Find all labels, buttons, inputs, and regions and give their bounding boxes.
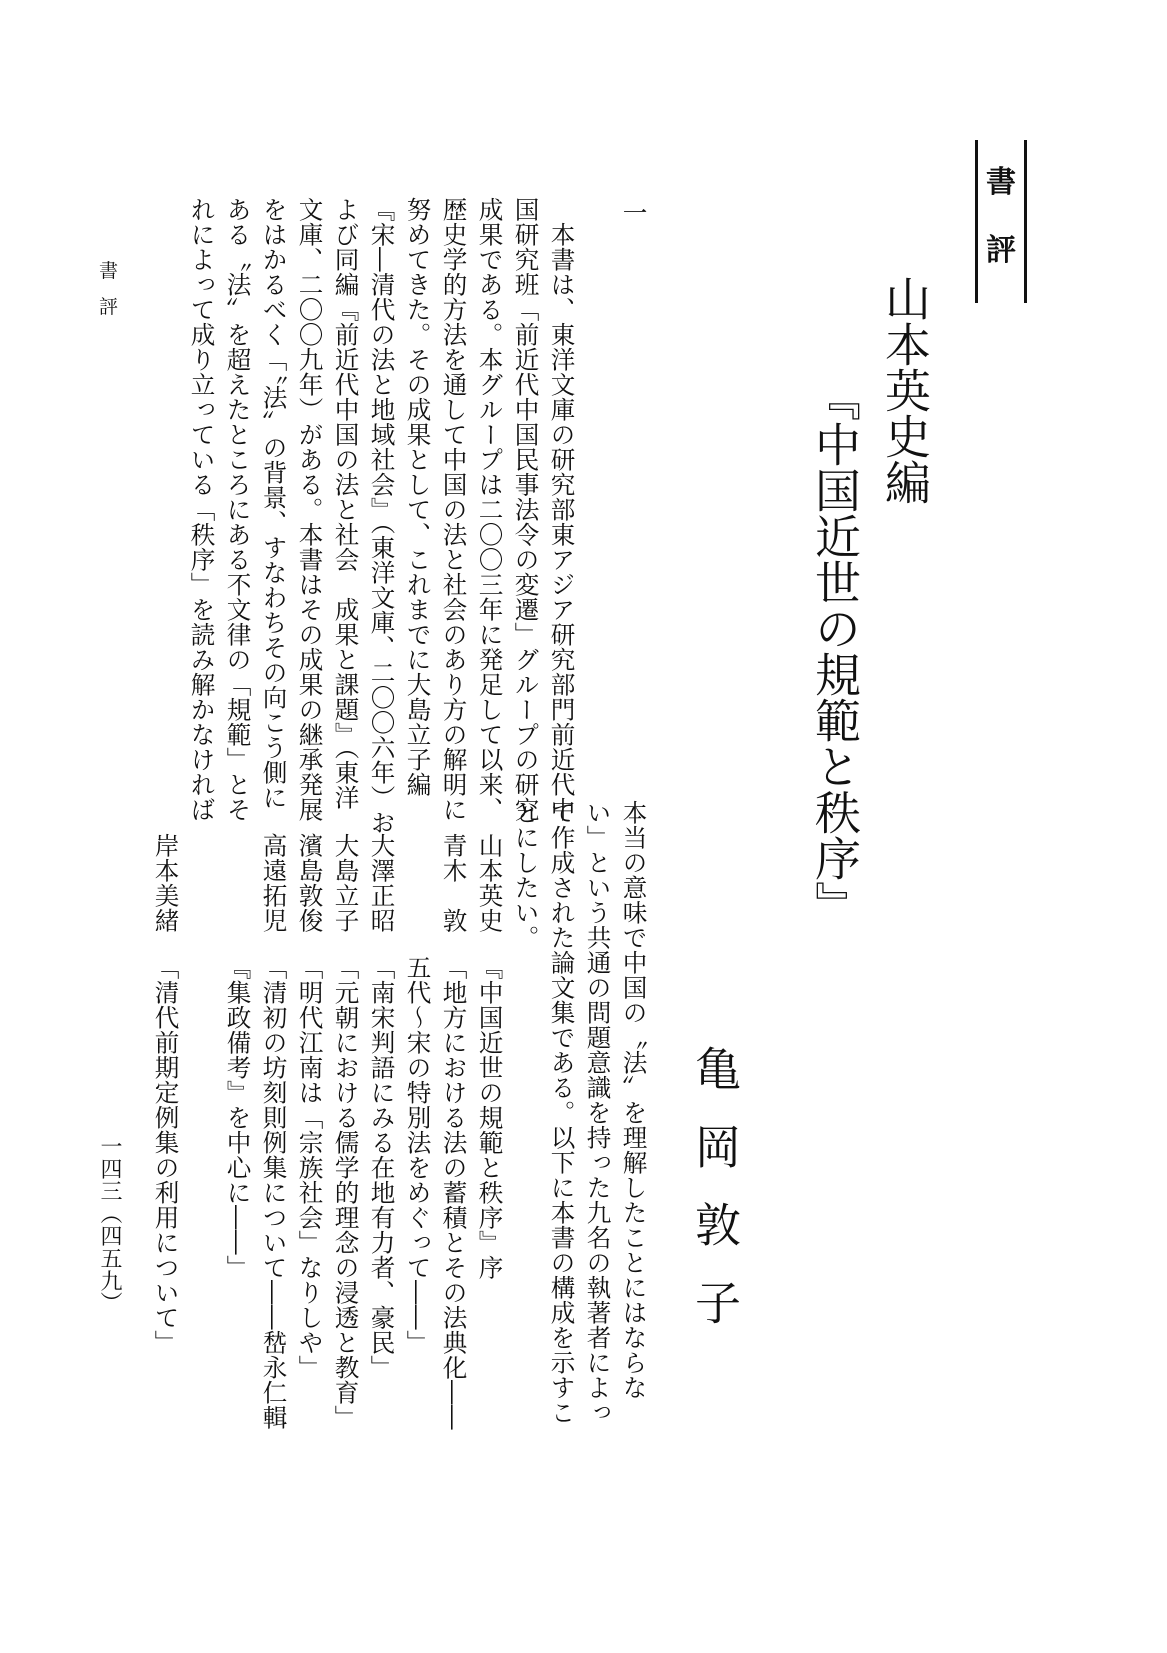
contents-title: 「明代江南は「宗族社会」なりしや」 [295, 955, 325, 1380]
contents-title: 「南宋判語にみる在地有力者、豪民」 [367, 955, 397, 1380]
contents-title: 五代～宋の特別法をめぐって――」 [403, 955, 433, 1355]
body-line: 国研究班「前近代中国民事法令の変遷」グループの研究 [511, 197, 541, 822]
intro-line: い」という共通の問題意識を持った九名の執著者によっ [583, 800, 613, 1425]
contents-title: 「清代前期定例集の利用について」 [151, 955, 181, 1355]
section-number: 一 [619, 200, 649, 225]
contents-title: 「元朝における儒学的理念の浸透と教育」 [331, 955, 361, 1430]
body-line: 本書は、東洋文庫の研究部東アジア研究部門前近代中 [547, 222, 577, 822]
body-line: 努めてきた。その成果として、これまでに大島立子編 [403, 197, 433, 797]
intro-line: とにしたい。 [511, 800, 541, 950]
section-label-box [975, 140, 1027, 303]
body-line: 『宋―清代の法と地域社会』（東洋文庫、二〇〇六年）お [367, 197, 397, 835]
body-line: 歴史学的方法を通して中国の法と社会のあり方の解明に [439, 197, 469, 822]
reviewer-char: 子 [688, 1279, 742, 1325]
book-title: 『中国近世の規範と秩序』 [808, 375, 862, 927]
intro-line: 本当の意味で中国の〝法〟を理解したことにはならな [619, 800, 649, 1400]
contents-title: 「清初の坊刻則例集について――嵆永仁輯 [259, 955, 289, 1430]
body-line: よび同編『前近代中国の法と社会 成果と課題』（東洋 [331, 197, 361, 810]
contents-title: 「地方における法の蓄積とその法典化―― [439, 955, 469, 1430]
contents-author: 大澤正昭 [367, 833, 397, 933]
section-label-char: 書 [986, 165, 1016, 200]
page-number: 一四三（四五九） [97, 1135, 122, 1315]
running-head-char: 書 [99, 260, 119, 282]
reviewer-char: 岡 [688, 1123, 742, 1169]
reviewer-char: 亀 [688, 1045, 742, 1091]
contents-author: 大島立子 [331, 833, 361, 933]
intro-line: て作成された論文集である。以下に本書の構成を示すこ [547, 800, 577, 1425]
body-line: 文庫、二〇〇九年）がある。本書はその成果の継承発展 [295, 197, 325, 822]
body-line: をはかるべく「〝法〟の背景、すなわちその向こう側に [259, 197, 289, 810]
contents-author: 山本英史 [475, 833, 505, 933]
running-head-char: 評 [99, 296, 119, 318]
contents-title: 『集政備考』を中心に――」 [223, 955, 253, 1280]
book-editor: 山本英史編 [878, 275, 932, 505]
contents-title: 『中国近世の規範と秩序』序 [475, 955, 505, 1280]
body-line: 成果である。本グループは二〇〇三年に発足して以来、 [475, 197, 505, 822]
body-line: れによって成り立っている「秩序」を読み解かなければ [187, 197, 217, 822]
contents-author: 岸本美緒 [151, 833, 181, 933]
reviewer-char: 敦 [688, 1201, 742, 1247]
contents-author: 青木 敦 [439, 833, 469, 933]
section-label-char: 評 [986, 233, 1016, 268]
contents-author: 高遠拓児 [259, 833, 289, 933]
body-line: ある〝法〟を超えたところにある不文律の「規範」とそ [223, 197, 253, 822]
contents-author: 濱島敦俊 [295, 833, 325, 933]
